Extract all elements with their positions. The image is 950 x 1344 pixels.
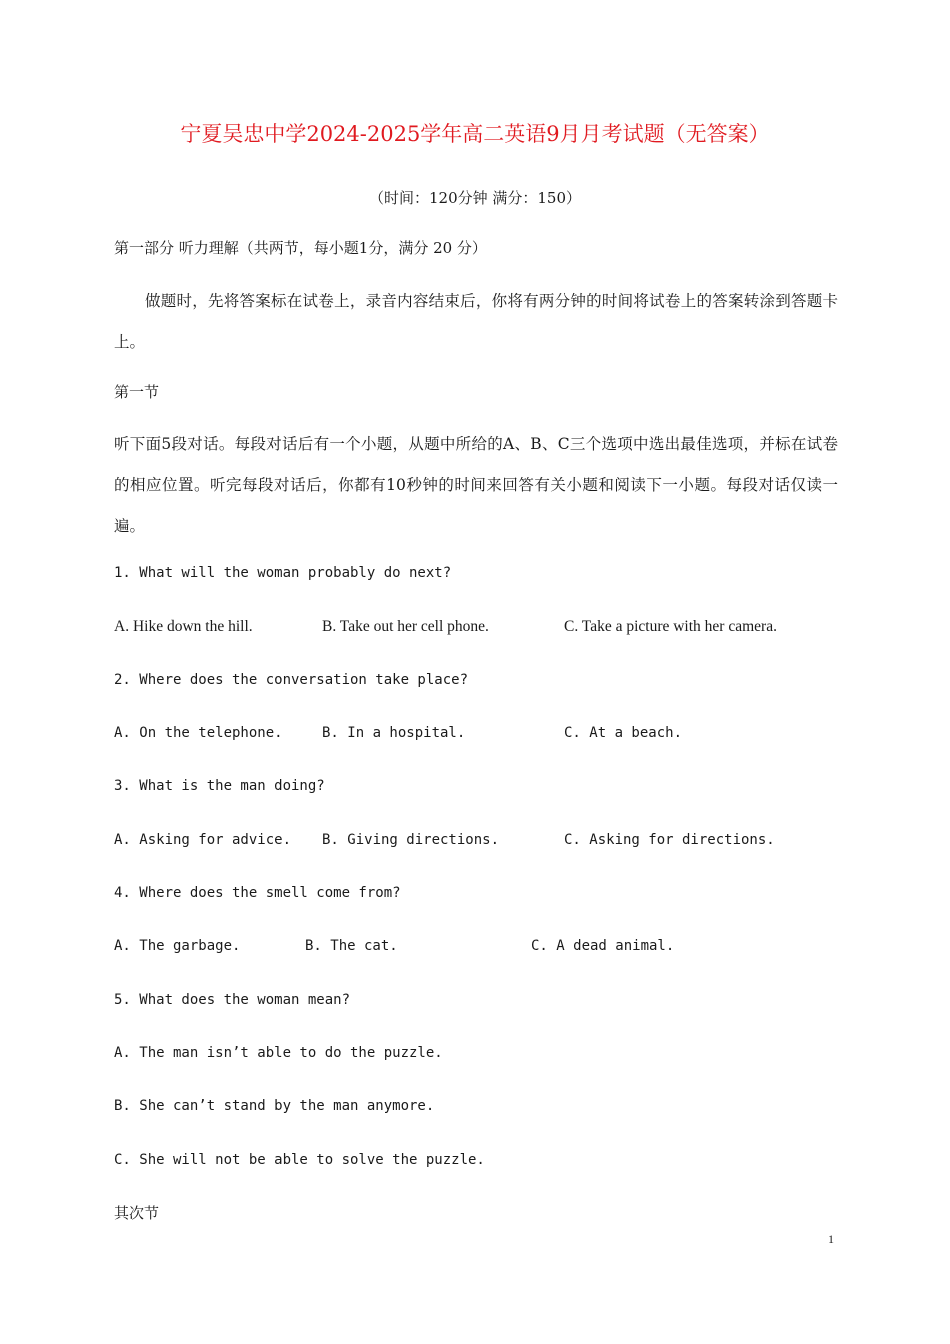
question-3-option-b: B. Giving directions. [322,832,500,848]
question-2-stem: 2. Where does the conversation take place? [114,672,469,688]
section1-instruction: 听下面5段对话。每段对话后有一个小题，从题中所给的A、B、C三个选项中选出最佳选项，并标在试卷的相应位置。听完每段对话后，你都有10秒钟的时间来回答有关小题和阅读下一小题。每段对话仅读一遍。 [114,435,838,535]
section2-heading: 其次节 [114,1204,160,1222]
question-5-option-c: C. She will not be able to solve the puzzle. [114,1152,485,1168]
question-2-option-b: B. In a hospital. [322,725,466,741]
question-4-option-b: B. The cat. [305,938,398,954]
section1-heading: 第一节 [114,383,160,401]
page-title: 宁夏吴忠中学2024-2025学年高二英语9月月考试题（无答案） [180,122,770,146]
question-2-option-a: A. On the telephone. [114,725,283,741]
question-1-option-a: A. Hike down the hill. [114,618,253,635]
question-3-option-c: C. Asking for directions. [564,832,775,848]
question-3-option-a: A. Asking for advice. [114,832,292,848]
question-5-option-a: A. The man isn’t able to do the puzzle. [114,1045,443,1061]
question-3-stem: 3. What is the man doing? [114,778,325,794]
question-4-option-a: A. The garbage. [114,938,241,954]
part1-instruction: 做题时，先将答案标在试卷上，录音内容结束后，你将有两分钟的时间将试卷上的答案转涂到答题卡上。 [114,292,838,351]
question-4-option-c: C. A dead animal. [531,938,675,954]
question-2-option-c: C. At a beach. [564,725,683,741]
exam-time-and-score: （时间：120分钟 满分：150） [368,189,582,207]
question-1-option-c: C. Take a picture with her camera. [564,618,777,635]
question-4-stem: 4. Where does the smell come from? [114,885,401,901]
page-number: 1 [828,1232,834,1246]
question-1-stem: 1. What will the woman probably do next? [114,565,452,581]
question-1-option-b: B. Take out her cell phone. [322,618,489,635]
part1-heading: 第一部分 听力理解（共两节，每小题1分，满分 20 分） [114,239,487,257]
question-5-stem: 5. What does the woman mean? [114,992,351,1008]
question-5-option-b: B. She can’t stand by the man anymore. [114,1098,435,1114]
